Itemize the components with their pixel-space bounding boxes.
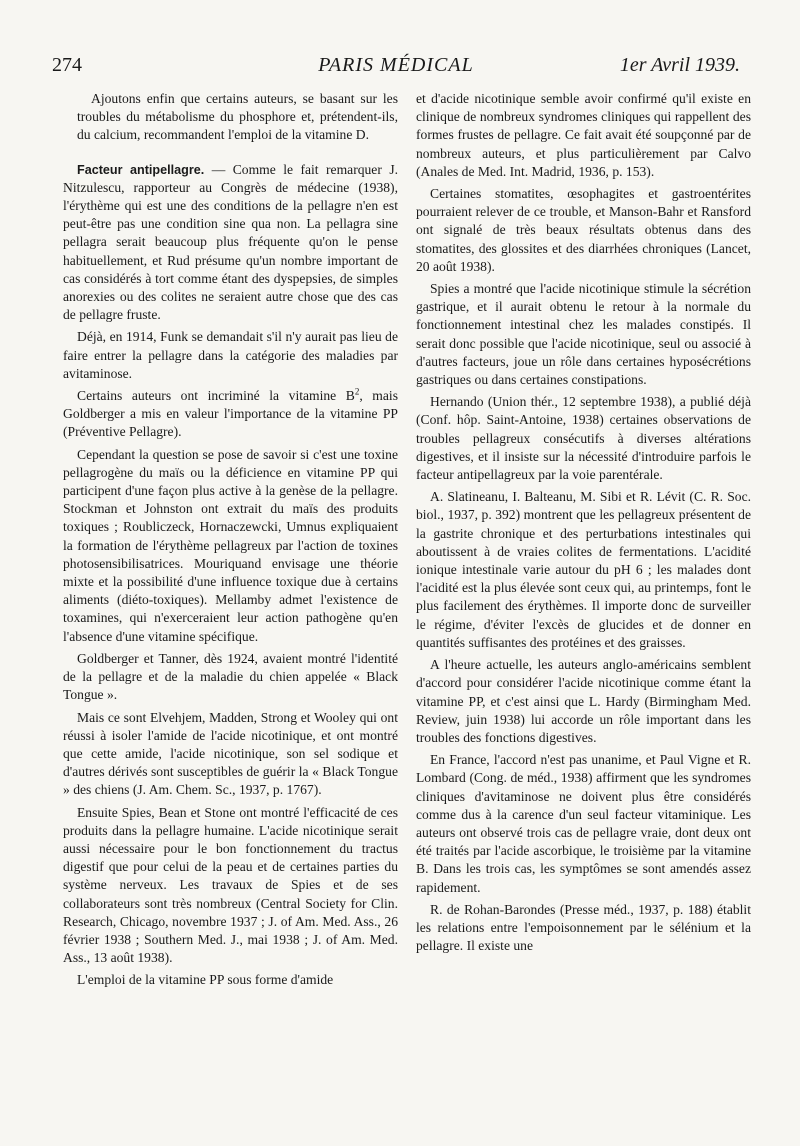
- paragraph-body: — Comme le fait remarquer J. Nitzulescu, rapporteur au Congrès de médecine (1938), l'érythème qui est une des conditions de la pellagre n'en est peut-être pas une condition sine qua non. La pellagra sine pellagra serait beaucoup plus fréquente qu'on le pense habituellement, et Rud présume qu'un nombre important de cas considérés à tort comme étant des dyspepsies, de simples anorexies ou des colites ne seraient autre chose que des cas de pellagre fruste.: [63, 161, 399, 323]
- paragraph-text: , mais Goldberger a mis en valeur l'importance de la vitamine PP (Préventive Pellagre).: [63, 388, 398, 440]
- paragraph: L'emploi de la vitamine PP sous forme d'amide: [77, 972, 334, 988]
- paragraph-text: Certains auteurs ont incriminé la vitamine B: [77, 388, 355, 404]
- left-column: [63, 90, 398, 994]
- paragraph: et d'acide nicotinique semble avoir confirmé qu'il existe en clinique de nombreux syndromes cliniques qui rappellent des formes frustes de pellagre. Ce fait avait été soupçonné par de nombreux auteurs, et plus particulièrement par Calvo (Anales de Med. Int. Madrid, 1936, p. 153).: [416, 91, 751, 179]
- paragraph-facteur-antipellagre: [63, 161, 398, 325]
- superscript: 2: [354, 386, 360, 397]
- paragraph: Spies a montré que l'acide nicotinique stimule la sécrétion gastrique, et il aurait obtenu le retour à la normale du fonctionnement intestinal chez les malades constipés. Il serait donc possible que l'acide nicotinique, seul ou associé à d'autres facteurs, joue un rôle dans certaines hyposécrétions gastriques ou dans certaines constipations.: [416, 281, 751, 388]
- section-heading: Facteur antipellagre.: [77, 162, 205, 177]
- paragraph: Ajoutons enfin que certains auteurs, se basant sur les troubles du métabolisme du phosphore et, prétendent-ils, du calcium, recommandent l'emploi de la vitamine D.: [77, 91, 398, 143]
- page-number: 274: [52, 54, 82, 76]
- paragraph: A l'heure actuelle, les auteurs anglo-américains semblent d'accord pour considérer l'acide nicotinique comme étant la vitamine PP, et c'est ainsi que L. Hardy (Birmingham Med. Review, juin 1938) lui accorde un rôle important dans les troubles des fonctions digestives.: [416, 657, 751, 745]
- paragraph: Certaines stomatites, œsophagites et gastroentérites pourraient relever de ce trouble, et Manson-Bahr et Ransford ont signalé de très beaux résultats obtenus dans des stomatites, des glossites et des diarrhées chroniques (Lancet, 20 août 1938).: [416, 186, 751, 274]
- paragraph: Cependant la question se pose de savoir si c'est une toxine pellagrogène du maïs ou la déficience en vitamine PP qui participent d'une façon plus active à la genèse de la pellagre. Stockman et Johnston ont extrait du maïs des produits toxiques ; Roubliczeck, Hornaczewcki, Umnus expliquaient la formation de l'érythème pellagreux par l'action de toxines photosensibilisatrices. Mouriquand envisage une théorie mixte et la possibilité d'une influence toxique due à certains aliments (diéto-toxiques). Mellamby admet l'existence de toxamines, qui n'exerceraient leur action pathogène qu'en l'absence d'une vitamine spécifique.: [63, 446, 398, 644]
- paragraph: Déjà, en 1914, Funk se demandait s'il n'y aurait pas lieu de faire entrer la pellagre dans la catégorie des maladies par avitaminose.: [63, 329, 398, 381]
- paragraph: Ensuite Spies, Bean et Stone ont montré l'efficacité de ces produits dans la pellagre humaine. L'acide nicotinique serait aussi nécessaire pour le bon fonctionnement du tractus digestif que pour celui de la peau et de certaines parties du système nerveux. Les travaux de Spies et de ses collaborateurs sont très nombreux (Central Society for Clin. Research, Chicago, novembre 1937 ; J. of Am. Med. Ass., 26 février 1938 ; Southern Med. J., mai 1938 ; J. of Am. Med. Ass., 13 août 1938).: [63, 804, 398, 966]
- paragraph: Goldberger et Tanner, dès 1924, avaient montré l'identité de la pellagre et de la maladie du chien appelée « Black Tongue ».: [63, 650, 398, 703]
- paragraph: A. Slatineanu, I. Balteanu, M. Sibi et R. Lévit (C. R. Soc. biol., 1937, p. 392) montrent que les pellagreux présentent de la gastrite chronique et des perturbations intestinales qui aboutissent à de vraies colites de fermentations. L'acidité ionique intestinale varie autour du pH 6 ; les malades dont l'acidité est la plus élevée sont ceux qui, au printemps, font le plus facilement des érythèmes. Il importe donc de surveiller le régime, d'éviter l'excès de glucides et de donner en quantités suffisantes des protéines et des graisses.: [416, 489, 751, 650]
- paragraph: Mais ce sont Elvehjem, Madden, Strong et Wooley qui ont réussi à isoler l'amide de l'acide nicotinique, et ont montré que cette amide, l'acide nicotinique, son sel sodique et d'autres dérivés sont susceptibles de guérir la « Black Tongue » des chiens (J. Am. Chem. Sc., 1937, p. 1767).: [63, 709, 398, 798]
- paragraph: [63, 387, 398, 442]
- issue-date: 1er Avril 1939.: [619, 54, 740, 76]
- right-column: [416, 90, 751, 959]
- paragraph: R. de Rohan-Barondes (Presse méd., 1937, p. 188) établit les relations entre l'empoisonnement par le sélénium et la pellagre. Il existe une: [416, 901, 751, 954]
- paragraph: Hernando (Union thér., 12 septembre 1938), a publié déjà (Conf. hôp. Saint-Antoine, 1938) certaines observations de troubles pellagreux consécutifs à diverses altérations digestives, et il insiste sur la nécessité d'introduire parfois le facteur antipellagreux par la voie parentérale.: [416, 394, 751, 483]
- page-header: [52, 54, 740, 84]
- paragraph: En France, l'accord n'est pas unanime, et Paul Vigne et R. Lombard (Cong. de méd., 1938) affirment que les syndromes cliniques d'avitaminose ne doivent plus être considérés comme dus à la carence d'un seul facteur vitaminique. Les auteurs ont observé trois cas de pellagre vraie, dont deux ont été traités par l'acide ascorbique, le troisième par la vitamine B. Dans les trois cas, les symptômes se sont amendés assez rapidement.: [416, 752, 751, 895]
- journal-title: PARIS MÉDICAL: [318, 54, 474, 76]
